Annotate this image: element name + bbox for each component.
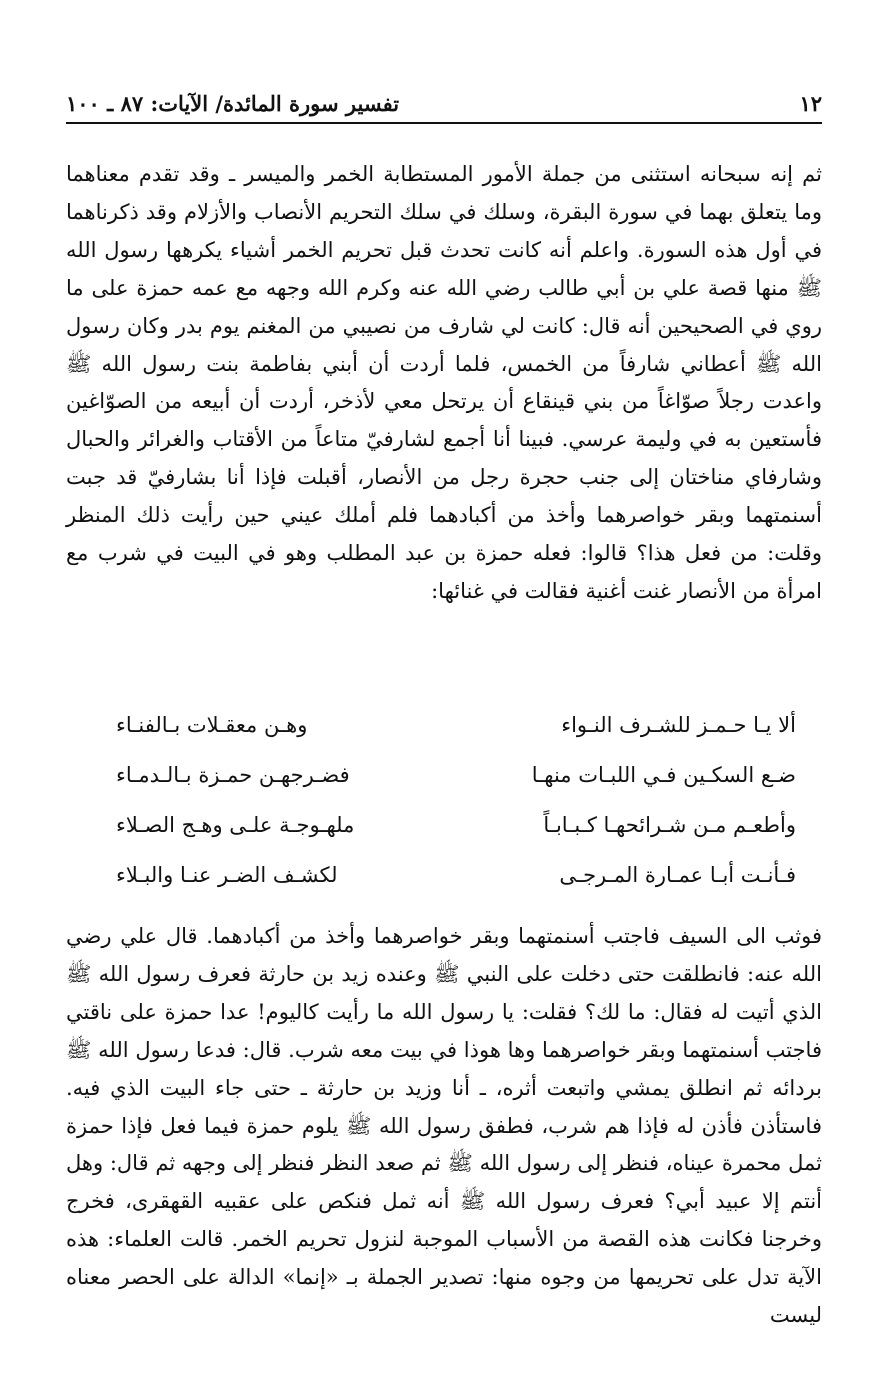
- poem-verse: [116, 850, 796, 900]
- poem-verses: [116, 700, 796, 900]
- poem-verse: [116, 800, 796, 850]
- verse-first-hemistich: ضـع السكـين فـي اللبـات منهـا: [531, 763, 796, 787]
- verse-second-hemistich: فضـرجهـن حمـزة بـالـدمـاء: [116, 763, 350, 787]
- paragraph-story: ثم إنه سبحانه استثنى من جملة الأمور المستطابة الخمر والميسر ـ وقد تقدم معناهما وما يتعلق بهما في سورة البقرة، وسلك في سلك التحريم الأنصاب والأزلام وقد ذكرناهما في أول هذه السورة. واعلم أنه كانت تحدث قبل تحريم الخمر أشياء يكرهها رسول الله ﷺ منها قصة علي بن أبي طالب رضي الله عنه وكرم الله وجهه مع عمه حمزة على ما روي في الصحيحين أنه قال: كانت لي شارف من نصيبي من المغنم يوم بدر وكان رسول الله ﷺ أعطاني شارفاً من الخمس، فلما أردت أن أبني بفاطمة بنت رسول الله ﷺ واعدت رجلاً صوّاغاً من بني قينقاع أن يرتحل معي لأذخر، أردت أن أبيعه من الصوّاغين فأستعين به في وليمة عرسي. فبينا أنا أجمع لشارفيّ متاعاً من الأقتاب والغرائر والحبال وشارفاي مناختان إلى جنب حجرة رجل من الأنصار، أقبلت فإذا أنا بشارفيّ قد جبت أسنمتهما وبقر خواصرهما وأخذ من أكبادهما فلم أملك عيني حين رأيت ذلك المنظر وقلت: من فعل هذا؟ قالوا: فعله حمزة بن عبد المطلب وهو في البيت في شرب مع امرأة من الأنصار غنت أغنية فقالت في غنائها:: [66, 162, 822, 603]
- verse-first-hemistich: وأطعـم مـن شـرائحهـا كـبـابـاً: [543, 813, 796, 837]
- page-number: ١٢: [799, 91, 822, 116]
- poem-verse: [116, 700, 796, 750]
- running-title: تفسير سورة المائدة/ الآيات: ٨٧ ـ ١٠٠: [66, 91, 400, 116]
- verse-second-hemistich: لكشـف الضـر عنـا والبـلاء: [116, 863, 338, 887]
- poem-verse: [116, 750, 796, 800]
- running-header: [66, 82, 822, 124]
- verse-second-hemistich: ملهـوجـة علـى وهـج الصـلاء: [116, 813, 355, 837]
- verse-first-hemistich: فـأنـت أبـا عمـارة المـرجـى: [559, 863, 796, 887]
- verse-first-hemistich: ألا يـا حـمـز للشـرف النـواء: [561, 713, 796, 737]
- verse-second-hemistich: وهـن معقـلات بـالفنـاء: [116, 713, 308, 737]
- paragraph-continuation: فوثب الى السيف فاجتب أسنمتهما وبقر خواصرهما وأخذ من أكبادهما. قال علي رضي الله عنه: فانطلقت حتى دخلت على النبي ﷺ وعنده زيد بن حارثة فعرف رسول الله ﷺ الذي أتيت له فقال: ما لك؟ فقلت: يا رسول الله ما رأيت كاليوم! عدا حمزة على ناقتي فاجتب أسنمتهما وبقر خواصرهما وها هوذا في بيت معه شرب. قال: فدعا رسول الله ﷺ بردائه ثم انطلق يمشي واتبعت أثره، ـ أنا وزيد بن حارثة ـ حتى جاء البيت الذي فيه. فاستأذن فأذن له فإذا هم شرب، فطفق رسول الله ﷺ يلوم حمزة فيما فعل فإذا حمزة ثمل محمرة عيناه، فنظر إلى رسول الله ﷺ ثم صعد النظر فنظر إلى وجهه ثم قال: وهل أنتم إلا عبيد أبي؟ فعرف رسول الله ﷺ أنه ثمل فنكص على عقبيه القهقرى، فخرج وخرجنا فكانت هذه القصة من الأسباب الموجبة لنزول تحريم الخمر. قالت العلماء: هذه الآية تدل على تحريمها من وجوه منها: تصدير الجملة بـ «إنما» الدالة على الحصر معناه ليست: [66, 924, 822, 1328]
